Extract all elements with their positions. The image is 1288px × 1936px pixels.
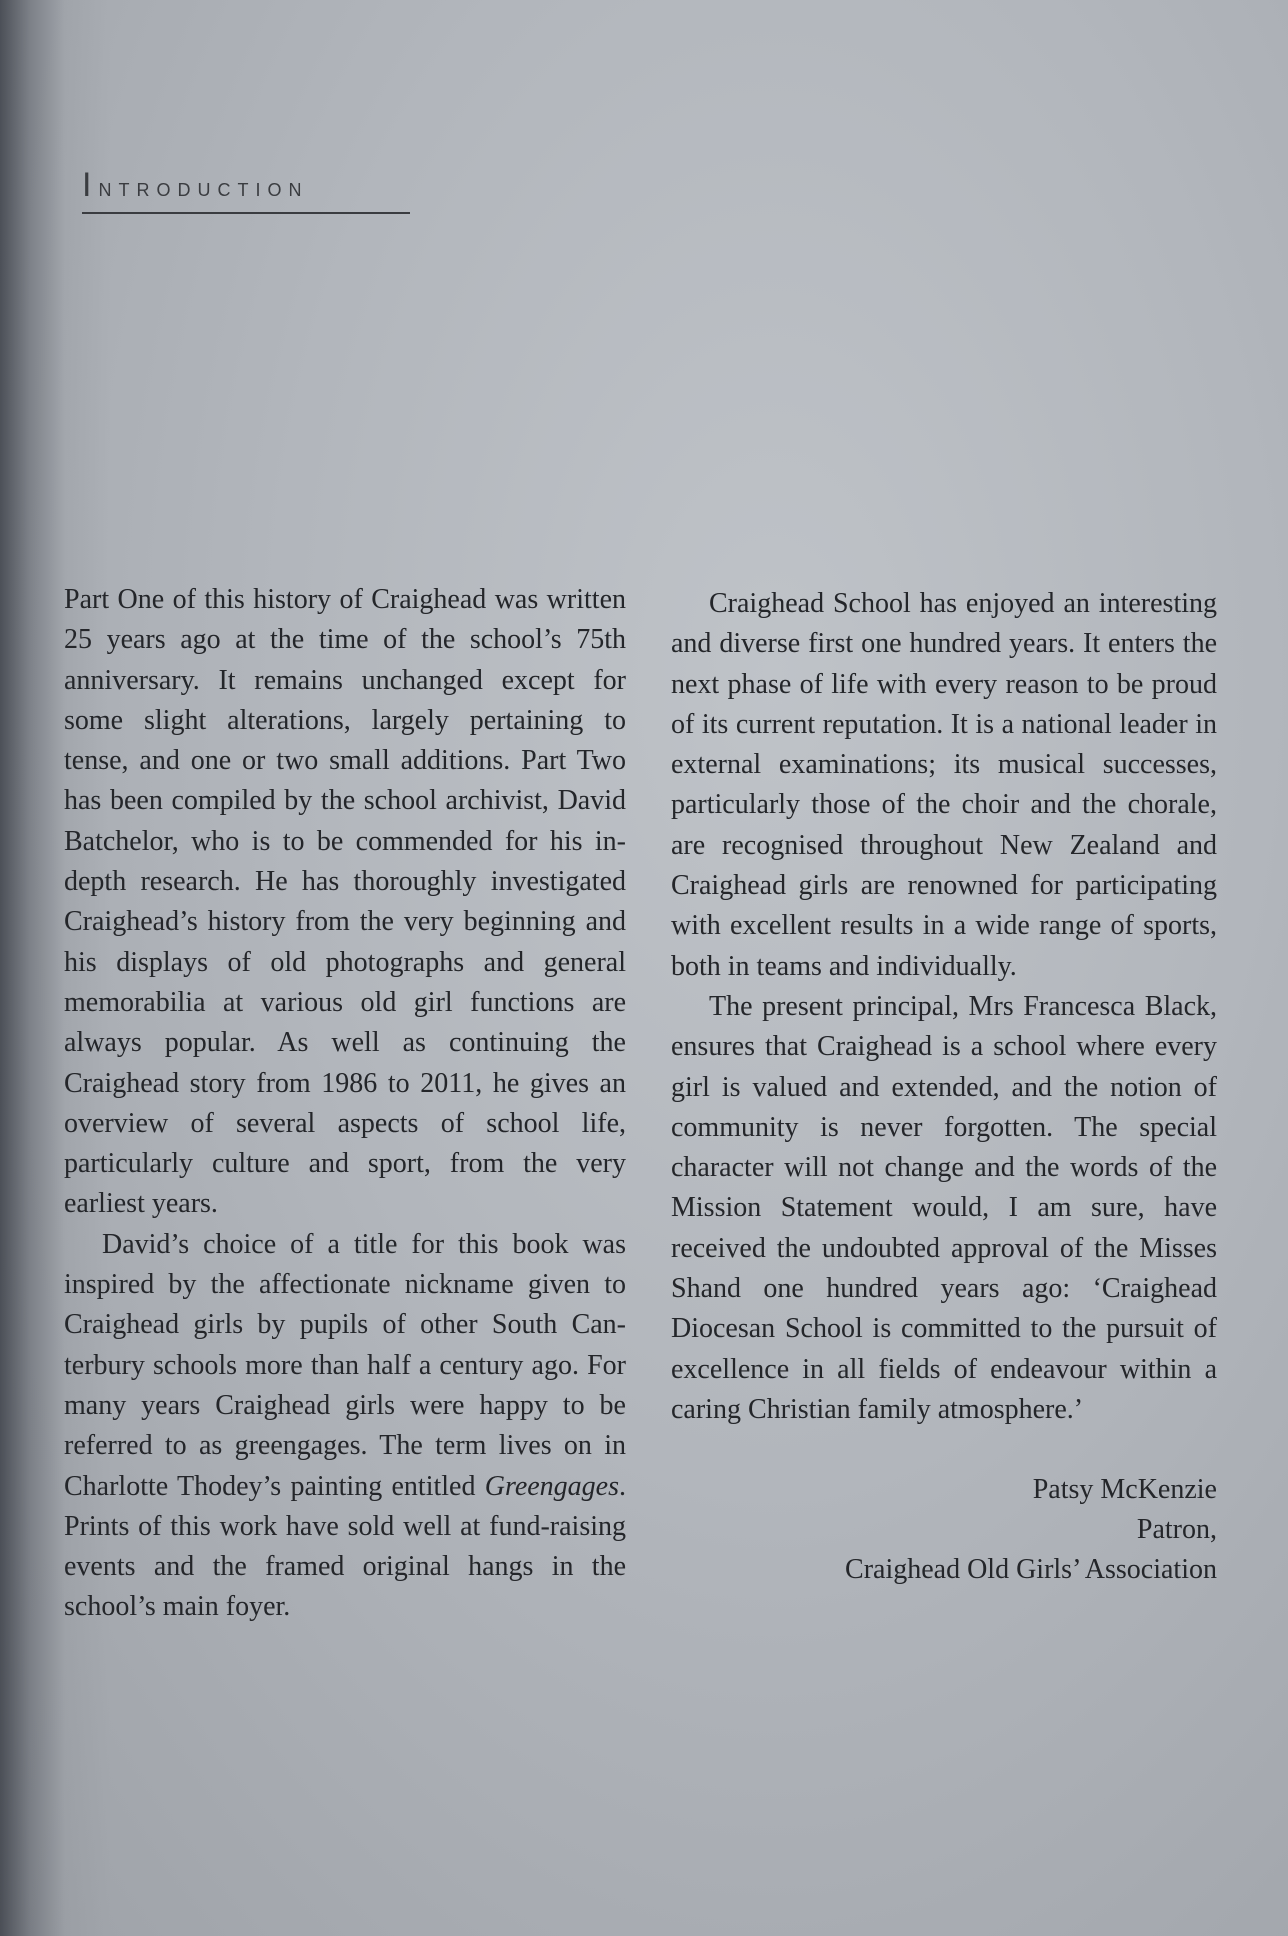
left-paragraph-2-start: David’s choice of a title for this book was inspired by the affectionate nickname given to Craighead girls by pupils of other South Canterbury schools more than half a century ago. For many years Craighead girls were happy to be referred to as greengages. The term lives on in Charlotte Thodey’s painting entitled [64, 1228, 626, 1502]
heading-underline [82, 212, 410, 214]
signature-role: Patron, [1136, 1514, 1217, 1546]
left-paragraph-2-end: . Prints of this work have sold well at fund-raising events and the framed original hangs in the school’s main foyer. [64, 1470, 626, 1623]
signature-block [671, 1470, 1217, 1590]
painting-title: Greengages [484, 1470, 619, 1502]
page-heading: Introduction [82, 166, 309, 204]
signature-organization: Craighead Old Girls’ Association [845, 1554, 1217, 1586]
left-paragraph-2 [64, 1225, 626, 1628]
left-column [64, 580, 626, 1628]
signature-name: Patsy McKenzie [1032, 1474, 1217, 1506]
right-paragraph-2: The present principal, Mrs Francesca Black, ensures that Craighead is a school where every girl is valued and extended, and the notion of community is never forgotten. The special character will not change and the words of the Mission Statement would, I am sure, have received the undoubted approval of the Misses Shand one hundred years ago: ‘Craighead Diocesan School is committed to the pursuit of excellence in all fields of endeavour within a caring Christian family atmosphere.’ [671, 990, 1217, 1425]
right-paragraph-1: Craighead School has enjoyed an interesting and diverse first one hundred years. It enters the next phase of life with every reason to be proud of its current reputation. It is a national leader in external examinations; its musical successes, particularly those of the choir and the chorale, are recognised throughout New Zealand and Craighead girls are renowned for participating with excellent results in a wide range of sports, both in teams and individually. [671, 588, 1217, 982]
right-column [671, 584, 1217, 1590]
left-paragraph-1: Part One of this history of Craighead was written 25 years ago at the time of the school’s 75th anniversary. It remains unchanged except for some slight alterations, largely pertaining to tense, and one or two small additions. Part Two has been compiled by the school archivist, David Batchelor, who is to be commended for his in-depth research. He has thoroughly investigated Craighead’s history from the very beginning and his displays of old photographs and general memorabilia at various old girl functions are always popular. As well as continuing the Craighead story from 1986 to 2011, he gives an overview of several aspects of school life, particularly culture and sport, from the very earliest years. [64, 584, 626, 1220]
